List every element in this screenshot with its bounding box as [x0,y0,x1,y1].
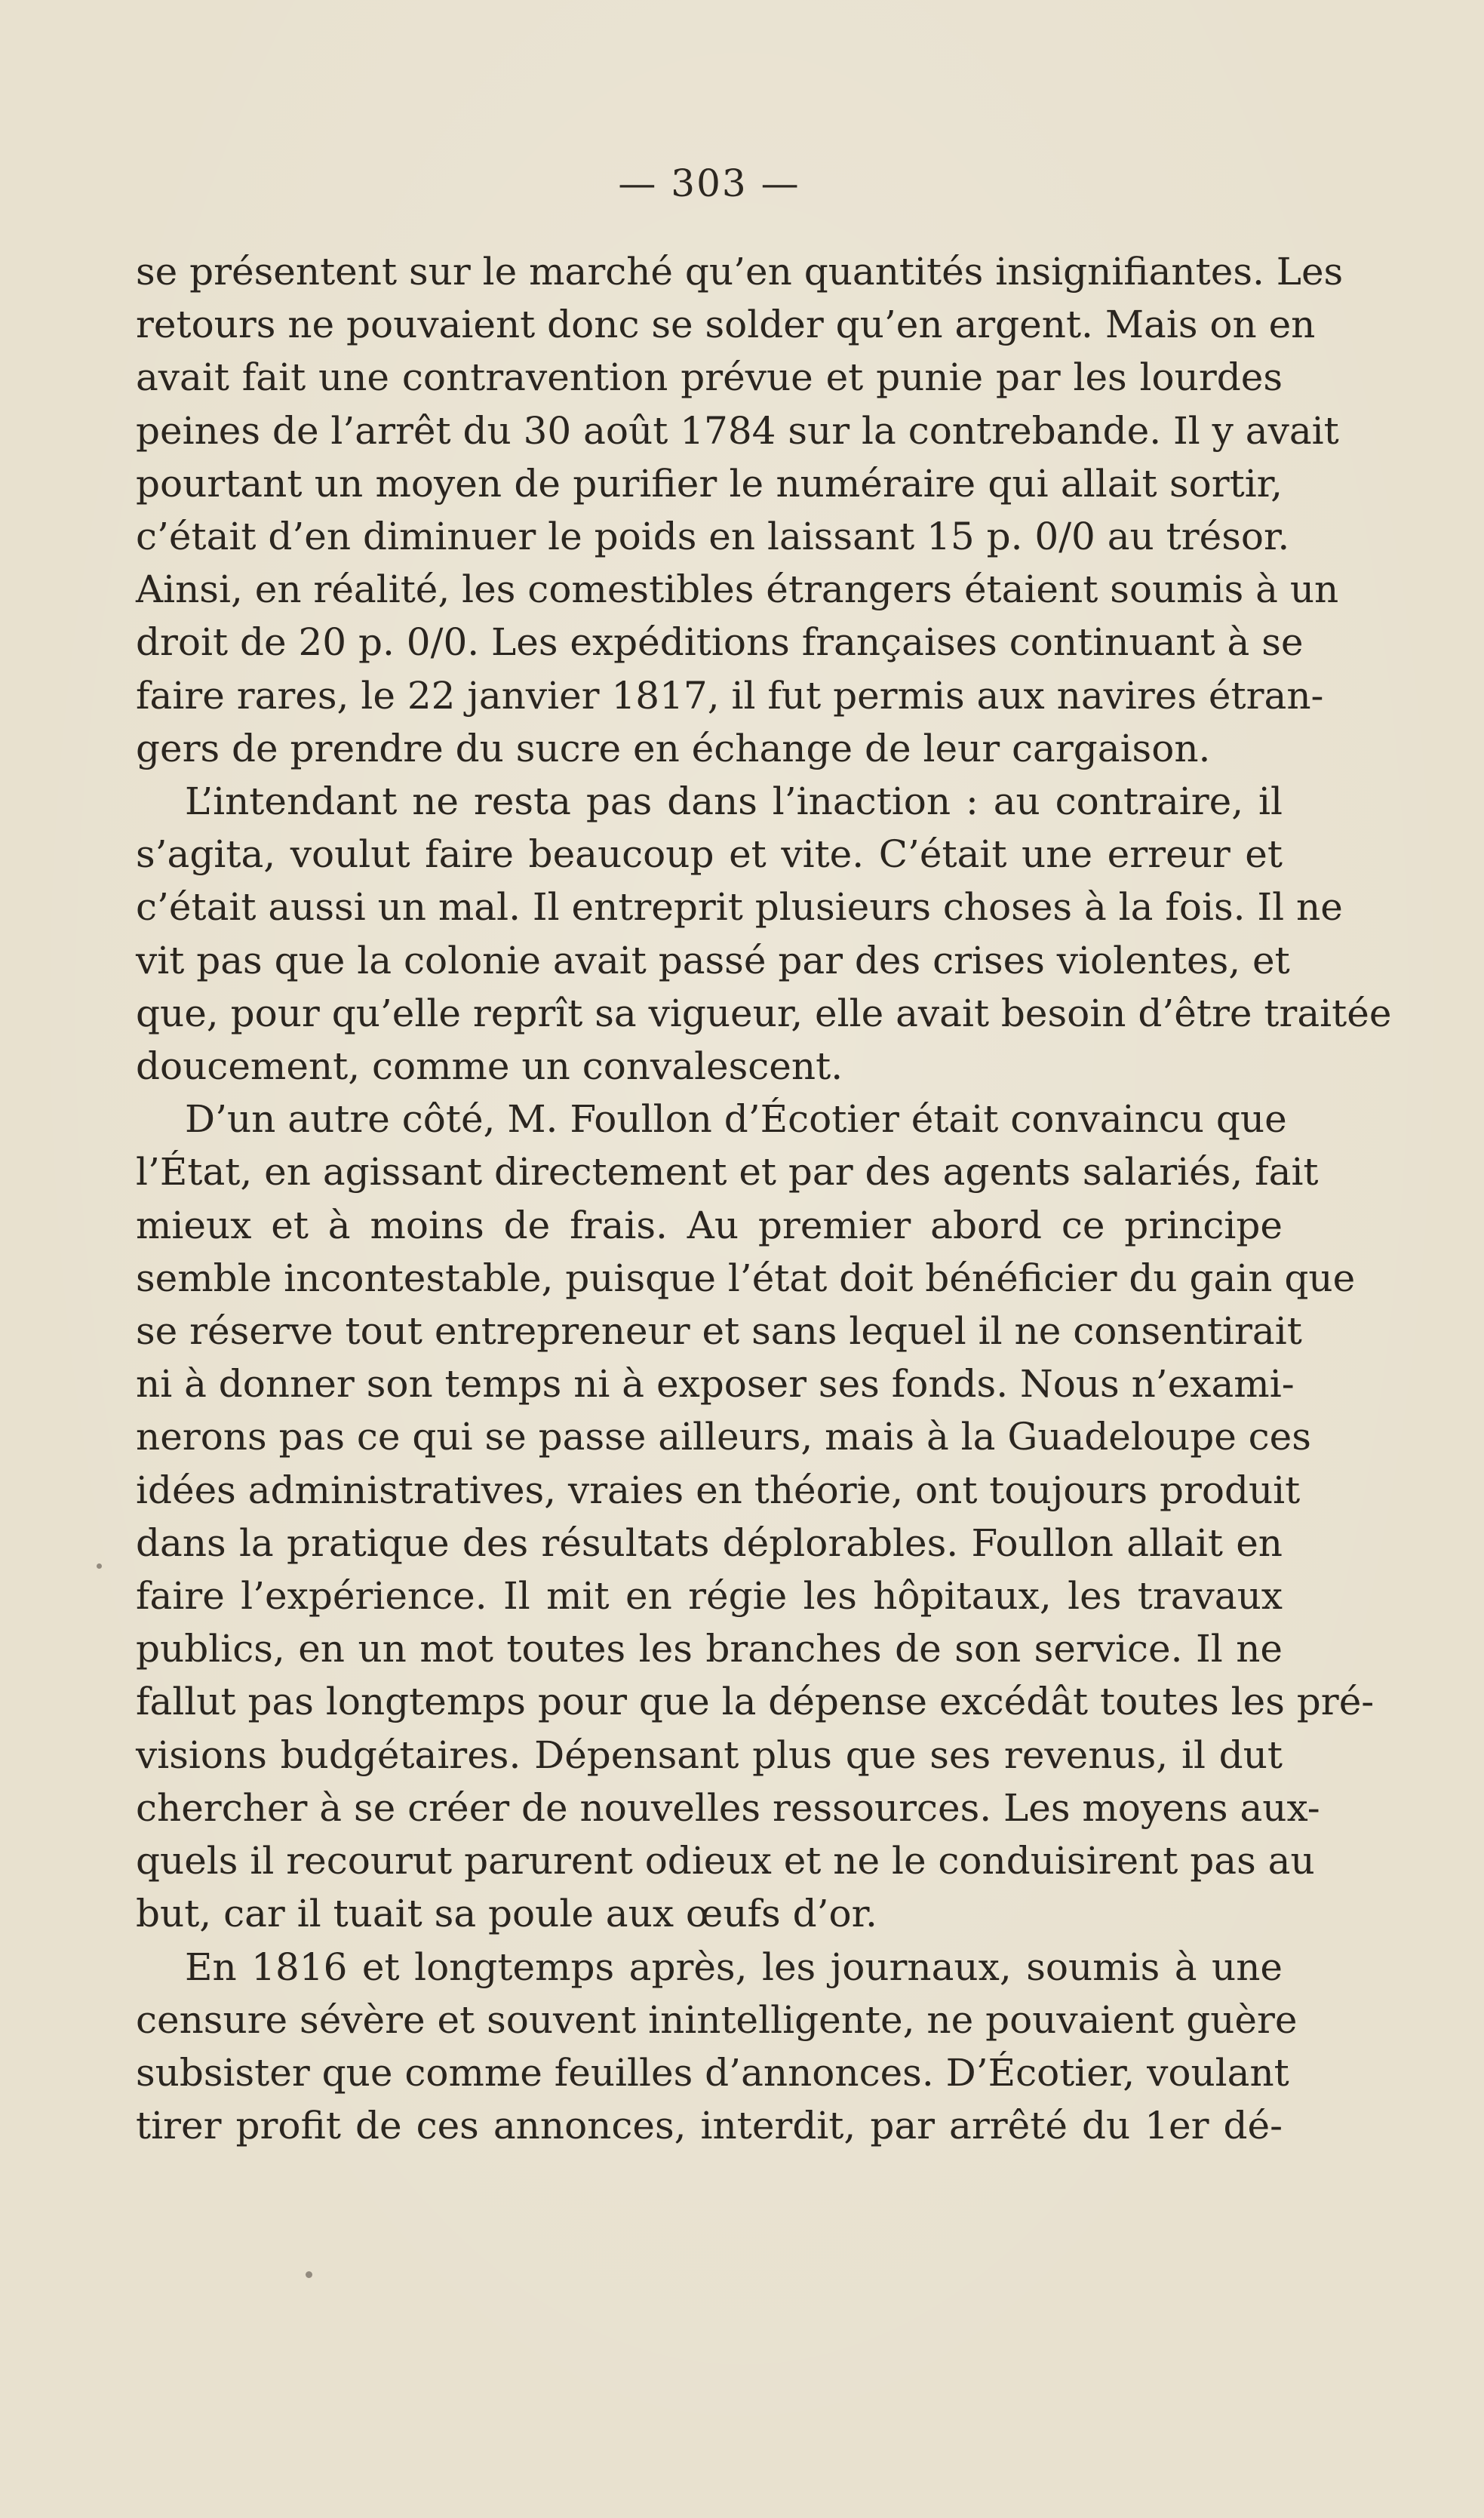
text-line: se réserve tout entrepreneur et sans lequel il ne consentirait [136,1309,1302,1354]
text-line: nerons pas ce qui se passe ailleurs, mais à la Guadeloupe ces [136,1415,1311,1459]
text-line: c’était d’en diminuer le poids en laissant 15 p. 0/0 au trésor. [136,515,1290,559]
text-line: fallut pas longtemps pour que la dépense excédât toutes les pré- [136,1680,1375,1724]
text-line: ni à donner son temps ni à exposer ses fonds. Nous n’exami- [136,1362,1295,1407]
text-line: idées administratives, vraies en théorie, ont toujours produit [136,1468,1301,1512]
text-line: chercher à se créer de nouvelles ressources. Les moyens aux- [136,1785,1320,1830]
text-line: retours ne pouvaient donc se solder qu’en argent. Mais on en [136,303,1316,347]
page-number: — 303 — [618,161,800,205]
text-line: visions budgétaires. Dépensant plus que ses revenus, il dut [136,1732,1283,1777]
paper-speck [306,2271,312,2278]
text-line: mieux et à moins de frais. Au premier abord ce principe [136,1203,1283,1247]
text-line: quels il recourut parurent odieux et ne le conduisirent pas au [136,1839,1315,1883]
text-line: L’intendant ne resta pas dans l’inaction : au contraire, il [185,779,1283,824]
text-line: dans la pratique des résultats déplorables. Foullon allait en [136,1520,1283,1565]
body-text [136,245,1392,2152]
text-line: pourtant un moyen de purifier le numéraire qui allait sortir, [136,461,1283,506]
text-line: publics, en un mot toutes les branches de son service. Il ne [136,1627,1283,1671]
text-line: subsister que comme feuilles d’annonces. D’Écotier, voulant [136,2050,1289,2095]
text-line: faire rares, le 22 janvier 1817, il fut permis aux navires étran- [136,673,1324,718]
text-line: Ainsi, en réalité, les comestibles étrangers étaient soumis à un [136,567,1339,612]
text-line: vit pas que la colonie avait passé par des crises violentes, et [136,938,1290,982]
text-line: doucement, comme un convalescent. [136,1044,843,1089]
text-line: avait fait une contravention prévue et punie par les lourdes [136,355,1283,400]
text-line: c’était aussi un mal. Il entreprit plusieurs choses à la fois. Il ne [136,885,1343,930]
text-line: but, car il tuait sa poule aux œufs d’or. [136,1892,877,1936]
paper-speck [97,1563,102,1569]
text-line: D’un autre côté, M. Foullon d’Écotier était convaincu que [185,1097,1287,1142]
text-line: droit de 20 p. 0/0. Les expéditions françaises continuant à se [136,620,1304,665]
text-line: l’État, en agissant directement et par des agents salariés, fait [136,1150,1319,1194]
text-line: En 1816 et longtemps après, les journaux, soumis à une [185,1945,1283,1989]
text-line: peines de l’arrêt du 30 août 1784 sur la contrebande. Il y avait [136,408,1339,453]
text-line: faire l’expérience. Il mit en régie les hôpitaux, les travaux [136,1574,1283,1619]
text-line: que, pour qu’elle reprît sa vigueur, elle avait besoin d’être traitée [136,991,1392,1035]
text-line: gers de prendre du sucre en échange de leur cargaison. [136,726,1211,770]
text-line: tirer profit de ces annonces, interdit, par arrêté du 1er dé- [136,2104,1283,2148]
text-line: se présentent sur le marché qu’en quantités insignifiantes. Les [136,250,1344,294]
text-line: semble incontestable, puisque l’état doit bénéficier du gain que [136,1256,1356,1300]
text-line: s’agita, voulut faire beaucoup et vite. C’était une erreur et [136,832,1283,877]
text-line: censure sévère et souvent inintelligente, ne pouvaient guère [136,1997,1298,2042]
